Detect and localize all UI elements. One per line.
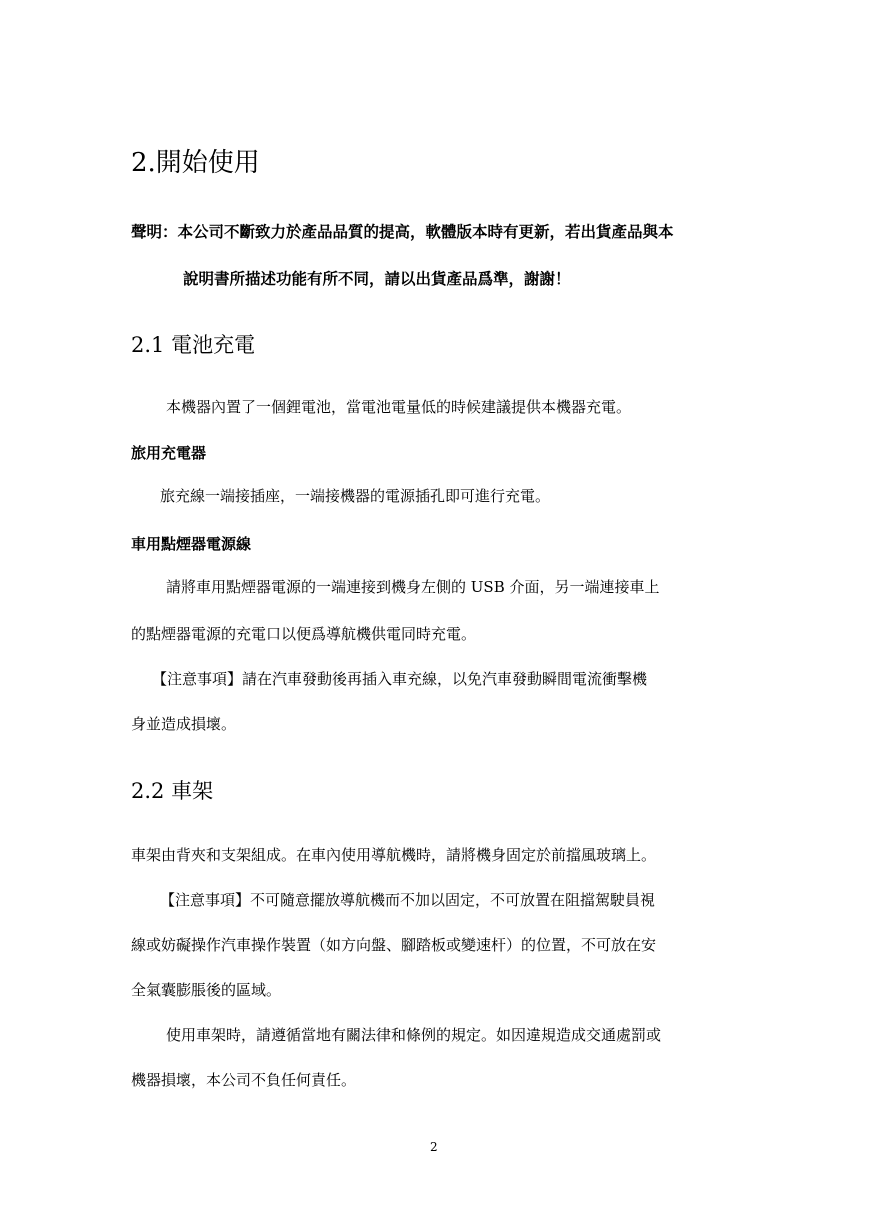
mount-intro: 車架由背夾和支架組成。在車內使用導航機時，請將機身固定於前擋風玻璃上。 bbox=[131, 846, 657, 864]
travel-charger-heading: 旅用充電器 bbox=[131, 444, 207, 462]
caution-2-1-line-1: 【注意事項】請在汽車發動後再插入車充線，以免汽車發動瞬間電流衝擊機 bbox=[152, 670, 648, 688]
section-title: 2.開始使用 bbox=[131, 148, 260, 178]
battery-intro: 本機器內置了一個鋰電池，當電池電量低的時候建議提供本機器充電。 bbox=[166, 398, 632, 416]
section-2-2-title: 2.2 車架 bbox=[131, 779, 214, 803]
car-charger-line-2: 的點煙器電源的充電口以便爲導航機供電同時充電。 bbox=[131, 625, 477, 643]
travel-charger-text: 旅充線一端接插座，一端接機器的電源插孔即可進行充電。 bbox=[160, 487, 551, 505]
section-2-1-title: 2.1 電池充電 bbox=[131, 333, 256, 357]
mount-usage-line-1: 使用車架時，請遵循當地有關法律和條例的規定。如因違規造成交通處罰或 bbox=[166, 1026, 662, 1044]
caution-2-2-line-1: 【注意事項】不可隨意擺放導航機而不加以固定，不可放置在阻擋駕駛員視 bbox=[160, 891, 656, 909]
caution-2-2-line-3: 全氣囊膨脹後的區域。 bbox=[131, 981, 282, 999]
caution-2-1-line-2: 身並造成損壞。 bbox=[131, 715, 237, 733]
notice-line-2: 說明書所描述功能有所不同，請以出貨產品爲準，謝謝！ bbox=[183, 270, 571, 288]
caution-2-2-line-2: 線或妨礙操作汽車操作裝置（如方向盤、腳踏板或變速杆）的位置，不可放在安 bbox=[131, 936, 657, 954]
mount-usage-line-2: 機器損壞，本公司不負任何責任。 bbox=[131, 1071, 357, 1089]
notice-line-1: 聲明：本公司不斷致力於產品品質的提高，軟體版本時有更新，若出貨產品與本 bbox=[131, 223, 674, 241]
car-charger-heading: 車用點煙器電源線 bbox=[131, 535, 252, 553]
page-number: 2 bbox=[430, 1140, 438, 1154]
car-charger-line-1: 請將車用點煙器電源的一端連接到機身左側的 USB 介面，另一端連接車上 bbox=[166, 578, 660, 596]
